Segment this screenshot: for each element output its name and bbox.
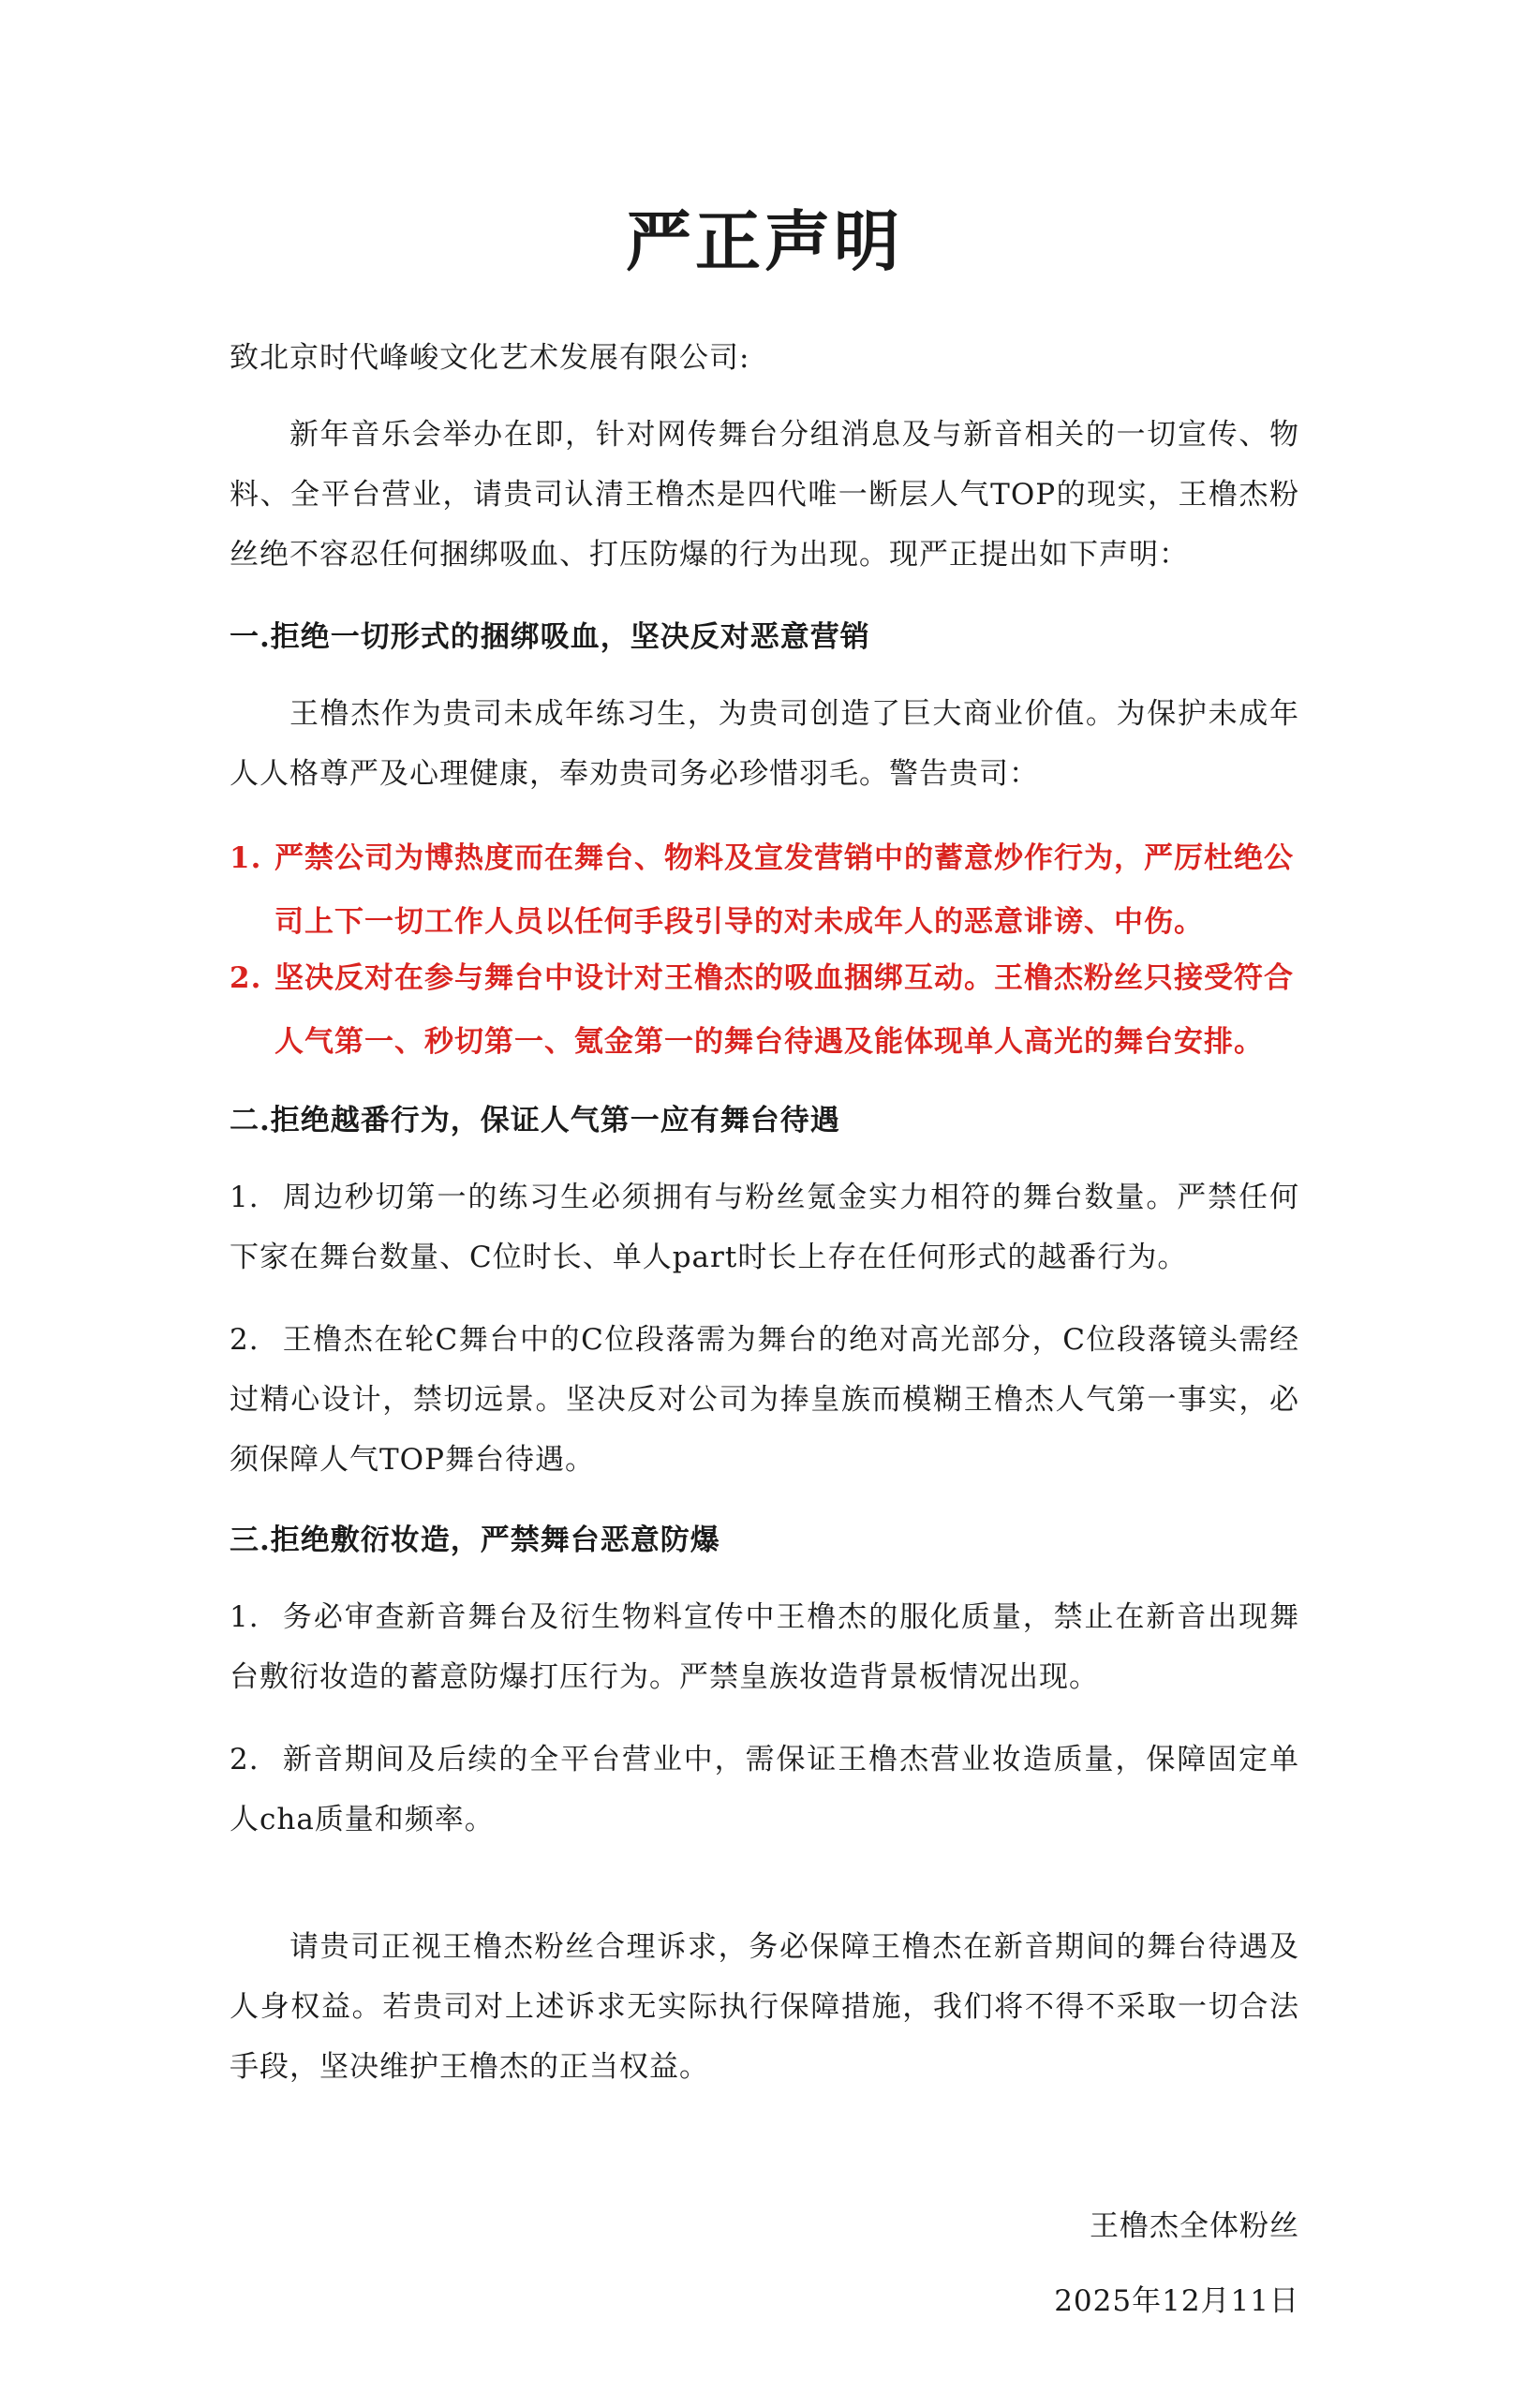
item-number: 1. xyxy=(230,841,262,875)
signature: 王橹杰全体粉丝 xyxy=(1090,2209,1299,2243)
section-2-item-1 xyxy=(230,1167,1299,1287)
item-text: 务必审查新音舞台及衍生物料宣传中王橹杰的服化质量，禁止在新音出现舞台敷衍妆造的蓄意防爆打压行为。严禁皇族妆造背景板情况出现。 xyxy=(230,1600,1299,1694)
section-1-heading: 一.拒绝一切形式的捆绑吸血，坚决反对恶意营销 xyxy=(230,620,870,654)
item-number: 2. xyxy=(230,961,262,995)
section-3-item-1 xyxy=(230,1587,1299,1707)
section-2-heading: 二.拒绝越番行为，保证人气第一应有舞台待遇 xyxy=(230,1104,840,1137)
section-1-body: 王橹杰作为贵司未成年练习生，为贵司创造了巨大商业价值。为保护未成年人人格尊严及心理健康，奉劝贵司务必珍惜羽毛。警告贵司： xyxy=(230,697,1299,791)
document-title: 严正声明 xyxy=(626,202,903,280)
section-1-item-2 xyxy=(230,946,1299,1074)
section-1-item-1 xyxy=(230,826,1299,954)
item-text: 严禁公司为博热度而在舞台、物料及宣发营销中的蓄意炒作行为，严厉杜绝公司上下一切工作人员以任何手段引导的对未成年人的恶意诽谤、中伤。 xyxy=(274,841,1294,939)
section-2-item-2 xyxy=(230,1310,1299,1490)
closing-paragraph: 请贵司正视王橹杰粉丝合理诉求，务必保障王橹杰在新音期间的舞台待遇及人身权益。若贵司对上述诉求无实际执行保障措施，我们将不得不采取一切合法手段，坚决维护王橹杰的正当权益。 xyxy=(230,1930,1299,2084)
section-3-heading: 三.拒绝敷衍妆造，严禁舞台恶意防爆 xyxy=(230,1524,720,1557)
date: 2025年12月11日 xyxy=(1054,2284,1299,2318)
item-number: 2. xyxy=(230,1323,260,1357)
item-number: 1. xyxy=(230,1600,260,1634)
item-number: 2. xyxy=(230,1743,260,1776)
intro-paragraph: 新年音乐会举办在即，针对网传舞台分组消息及与新音相关的一切宣传、物料、全平台营业，请贵司认清王橹杰是四代唯一断层人气TOP的现实，王橹杰粉丝绝不容忍任何捆绑吸血、打压防爆的行为出现。现严正提出如下声明： xyxy=(230,418,1299,572)
item-number: 1. xyxy=(230,1181,260,1214)
section-3-item-2 xyxy=(230,1730,1299,1850)
item-text: 周边秒切第一的练习生必须拥有与粉丝氪金实力相符的舞台数量。严禁任何下家在舞台数量、C位时长、单人part时长上存在任何形式的越番行为。 xyxy=(230,1181,1299,1274)
item-text: 王橹杰在轮C舞台中的C位段落需为舞台的绝对高光部分，C位段落镜头需经过精心设计，禁切远景。坚决反对公司为捧皇族而模糊王橹杰人气第一事实，必须保障人气TOP舞台待遇。 xyxy=(230,1323,1299,1477)
item-text: 新音期间及后续的全平台营业中，需保证王橹杰营业妆造质量，保障固定单人cha质量和频率。 xyxy=(230,1743,1299,1836)
salutation: 致北京时代峰峻文化艺术发展有限公司: xyxy=(230,341,750,375)
item-text: 坚决反对在参与舞台中设计对王橹杰的吸血捆绑互动。王橹杰粉丝只接受符合人气第一、秒切第一、氪金第一的舞台待遇及能体现单人高光的舞台安排。 xyxy=(274,961,1294,1059)
